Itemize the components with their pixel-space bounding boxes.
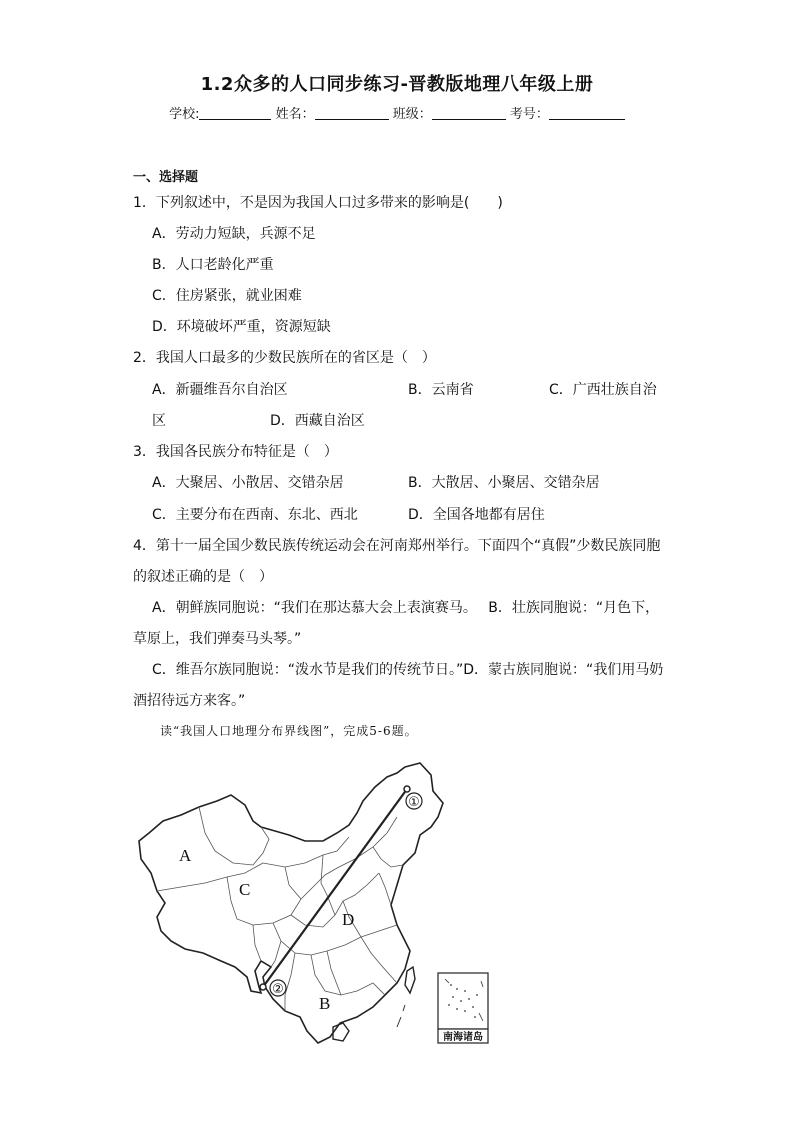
point-label-2: ② bbox=[272, 982, 284, 997]
question-4-stem-line1: 4．第十一届全国少数民族传统运动会在河南郑州举行。下面四个“真假”少数民族同胞 bbox=[133, 538, 661, 554]
inset-label: 南海诸岛 bbox=[443, 1032, 483, 1043]
question-3-option-d: D．全国各地都有居住 bbox=[408, 507, 545, 523]
class-label: 班级： bbox=[392, 107, 432, 122]
question-1-option-d: D．环境破坏严重，资源短缺 bbox=[152, 319, 331, 335]
school-blank[interactable] bbox=[199, 106, 271, 120]
question-2-stem: 2．我国人口最多的少数民族所在的省区是（ ） bbox=[133, 350, 436, 366]
question-1-stem: 1．下列叙述中，不是因为我国人口过多带来的影响是( ) bbox=[133, 195, 503, 211]
region-label-a: A bbox=[179, 846, 192, 865]
question-3-option-c: C．主要分布在西南、东北、西北 bbox=[152, 507, 358, 523]
page-title: 1.2众多的人口同步练习-晋教版地理八年级上册 bbox=[200, 74, 594, 95]
region-label-d: D bbox=[342, 910, 355, 929]
question-1-option-b: B．人口老龄化严重 bbox=[152, 257, 274, 273]
question-2-option-c-wrap: 区 bbox=[152, 413, 166, 429]
region-label-b: B bbox=[319, 994, 331, 1013]
question-4-options-line3: C．维吾尔族同胞说：“泼水节是我们的传统节日。”D．蒙古族同胞说：“我们用马奶 bbox=[152, 662, 664, 678]
question-4-options-line1: A．朝鲜族同胞说：“我们在那达慕大会上表演赛马。 B．壮族同胞说：“月色下， bbox=[152, 600, 660, 616]
heihe-point bbox=[404, 786, 410, 792]
region-label-c: C bbox=[239, 880, 251, 899]
exam-no-blank[interactable] bbox=[549, 106, 625, 120]
china-outline bbox=[139, 763, 443, 1043]
question-2-option-b: B．云南省 bbox=[408, 382, 474, 398]
tengchong-point bbox=[260, 984, 266, 990]
question-2-option-c: C．广西壮族自治 bbox=[549, 382, 657, 398]
question-3-option-b: B．大散居、小聚居、交错杂居 bbox=[408, 475, 600, 491]
point-label-1: ① bbox=[408, 795, 420, 810]
exam-no-label: 考号： bbox=[509, 107, 549, 122]
question-3-stem: 3．我国各民族分布特征是（ ） bbox=[133, 444, 338, 460]
question-4-options-line2: 草原上，我们弹奏马头琴。” bbox=[133, 631, 302, 647]
map-caption: 读“我国人口地理分布界线图”，完成5-6题。 bbox=[160, 724, 418, 738]
taiwan-island bbox=[405, 967, 415, 993]
question-4-stem-line2: 的叙述正确的是（ ） bbox=[133, 569, 273, 585]
south-china-sea-inset bbox=[438, 973, 488, 1043]
china-population-map bbox=[135, 755, 495, 1045]
class-blank[interactable] bbox=[432, 106, 506, 120]
coastal-islands bbox=[397, 1005, 405, 1027]
section-heading: 一、选择题 bbox=[133, 170, 199, 185]
question-1-option-c: C．住房紧张，就业困难 bbox=[152, 288, 302, 304]
hainan-island bbox=[333, 1023, 349, 1041]
question-1-option-a: A．劳动力短缺，兵源不足 bbox=[152, 226, 316, 242]
name-blank[interactable] bbox=[315, 106, 389, 120]
question-4-options-line4: 酒招待远方来客。” bbox=[133, 693, 246, 709]
question-2-option-a: A．新疆维吾尔自治区 bbox=[152, 382, 288, 398]
question-2-option-d: D．西藏自治区 bbox=[270, 413, 365, 429]
student-info-line bbox=[0, 103, 794, 122]
school-label: 学校: bbox=[169, 107, 200, 122]
question-3-option-a: A．大聚居、小散居、交错杂居 bbox=[152, 475, 344, 491]
name-label: 姓名： bbox=[275, 107, 315, 122]
